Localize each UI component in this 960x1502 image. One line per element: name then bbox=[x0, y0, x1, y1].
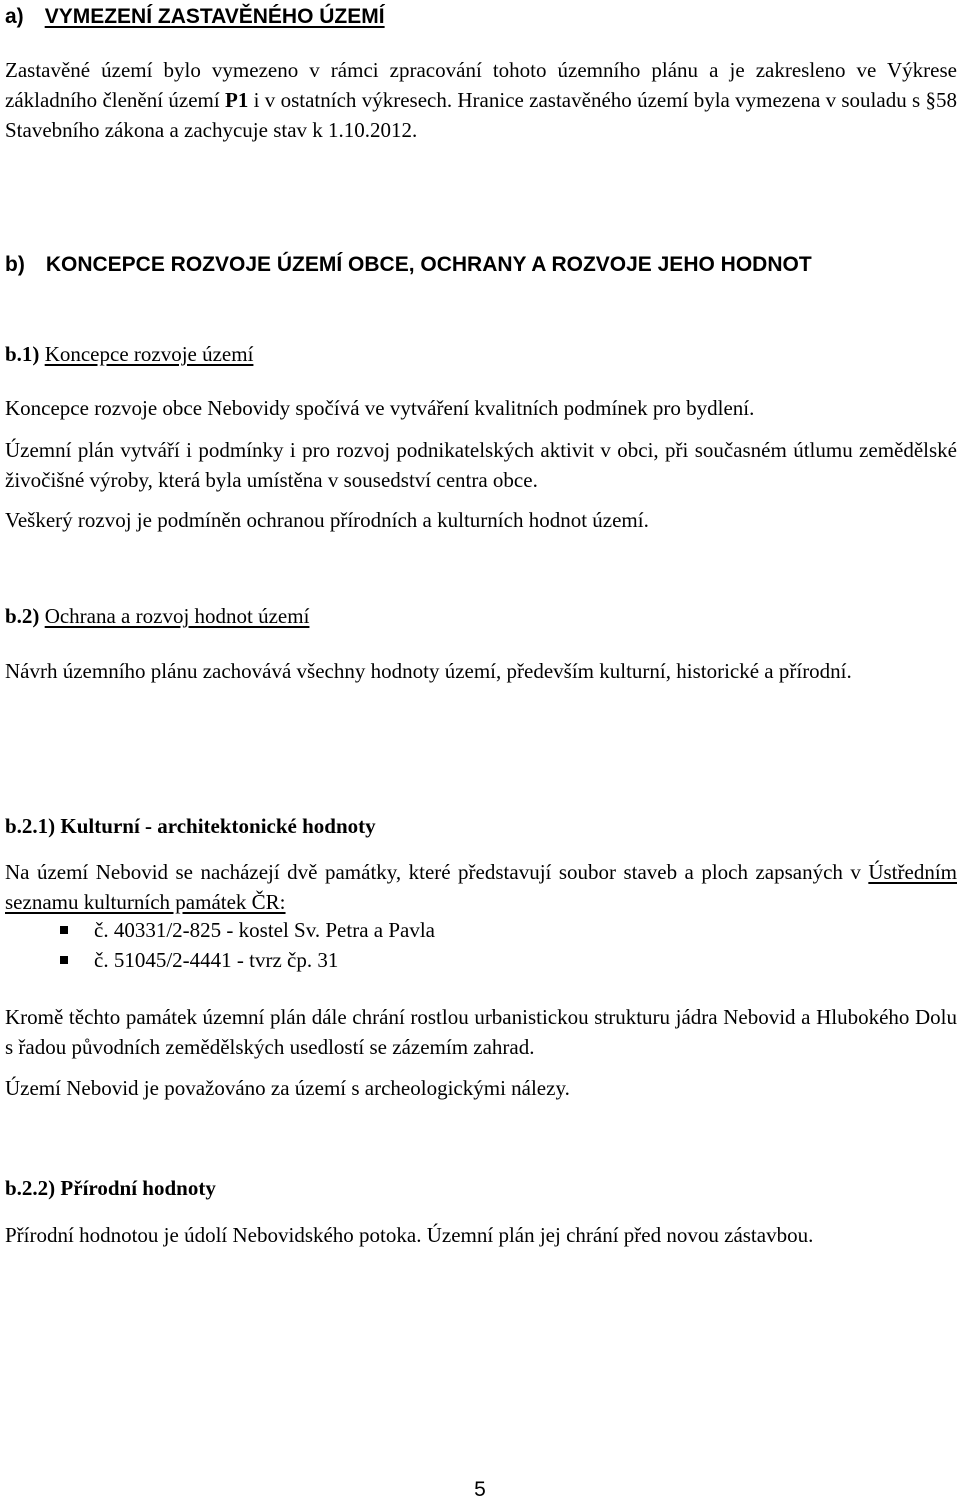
b2-paragraph-1: Návrh územního plánu zachovává všechny hodnoty území, především kulturní, historické a přírodní. bbox=[5, 659, 852, 683]
list-item: č. 40331/2-825 - kostel Sv. Petra a Pavla bbox=[60, 915, 435, 945]
section-a-letter: a) bbox=[5, 5, 24, 28]
b1-title: Koncepce rozvoje území bbox=[44, 342, 254, 366]
section-a-heading bbox=[5, 2, 957, 32]
section-b-heading bbox=[5, 250, 957, 280]
page-number: 5 bbox=[474, 1478, 486, 1501]
b21-paragraph-3: Území Nebovid je považováno za území s archeologickými nálezy. bbox=[5, 1076, 570, 1100]
b21-heading: b.2.1) Kulturní - architektonické hodnoty bbox=[5, 814, 376, 838]
b2-title: Ochrana a rozvoj hodnot území bbox=[44, 604, 310, 628]
b1-paragraph-3: Veškerý rozvoj je podmíněn ochranou přírodních a kulturních hodnot území. bbox=[5, 508, 649, 532]
section-b-title: KONCEPCE ROZVOJE ÚZEMÍ OBCE, OCHRANY A ROZVOJE JEHO HODNOT bbox=[45, 253, 812, 276]
b22-heading: b.2.2) Přírodní hodnoty bbox=[5, 1176, 216, 1200]
b1-number: b.1) bbox=[5, 342, 40, 366]
b1-paragraph-2: Územní plán vytváří i podmínky i pro rozvoj podnikatelských aktivit v obci, při současném útlumu zemědělské živočišné výroby, která byla umístěna v sousedství centra obce. bbox=[5, 438, 957, 492]
section-a-title: VYMEZENÍ ZASTAVĚNÉHO ÚZEMÍ bbox=[44, 5, 385, 28]
section-a-paragraph: Zastavěné území bylo vymezeno v rámci zpracování tohoto územního plánu a je zakresleno ve Výkrese základního členění území P1 i v ostatních výkresech. Hranice zastavěného území byla vymezena v souladu s §58 Stavebního zákona a zachycuje stav k 1.10.2012. bbox=[5, 58, 957, 142]
square-bullet-icon bbox=[60, 956, 68, 964]
b22-paragraph-1: Přírodní hodnotou je údolí Nebovidského potoka. Územní plán jej chrání před novou zástavbou. bbox=[5, 1223, 814, 1247]
b1-heading bbox=[5, 339, 957, 369]
monument-register-reference: Ústředním seznamu kulturních památek ČR: bbox=[5, 860, 957, 914]
b1-paragraph-1: Koncepce rozvoje obce Nebovidy spočívá ve vytváření kvalitních podmínek pro bydlení. bbox=[5, 396, 755, 420]
monument-list bbox=[60, 915, 435, 975]
b2-number: b.2) bbox=[5, 604, 40, 628]
square-bullet-icon bbox=[60, 926, 68, 934]
section-b-letter: b) bbox=[5, 253, 25, 276]
b2-heading bbox=[5, 601, 957, 631]
list-item: č. 51045/2-4441 - tvrz čp. 31 bbox=[60, 945, 435, 975]
drawing-code: P1 bbox=[225, 88, 249, 112]
b21-paragraph-1: Na území Nebovid se nacházejí dvě památky, které představují soubor staveb a ploch zapsaných v Ústředním seznamu kulturních památek ČR: bbox=[5, 860, 957, 914]
b21-paragraph-2: Kromě těchto památek územní plán dále chrání rostlou urbanistickou strukturu jádra Nebovid a Hlubokého Dolu s řadou původních zemědělských usedlostí se zázemím zahrad. bbox=[5, 1005, 957, 1059]
